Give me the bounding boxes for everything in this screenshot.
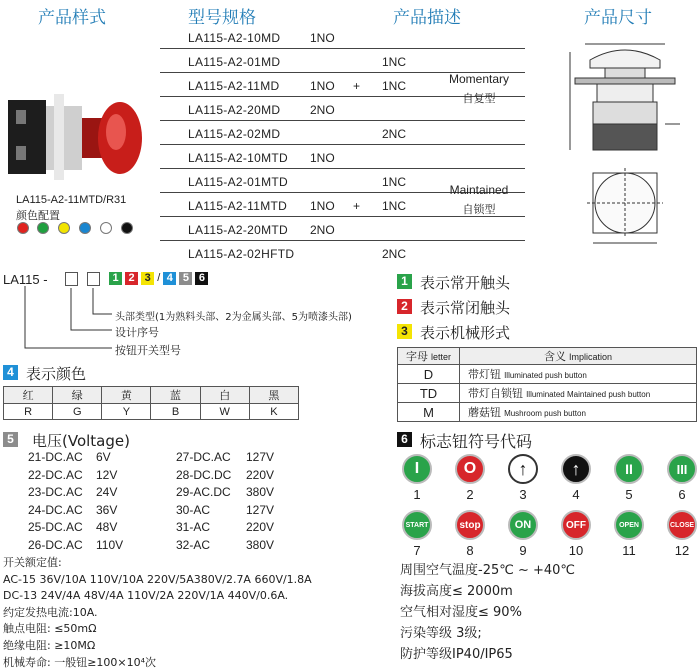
symbol-num: 6: [678, 487, 686, 502]
symbol-close-icon: CLOSE: [667, 510, 697, 540]
symbol-num: 3: [519, 487, 527, 502]
colors-title: 表示颜色: [26, 365, 87, 383]
design-no-desc: 设计序号: [115, 326, 159, 339]
table-row: TD 带灯自锁钮 Illuminated Maintained push button: [398, 384, 697, 403]
badge-2: 2: [125, 272, 138, 285]
header-model-spec: 型号规格: [188, 8, 256, 28]
color-code-table: 红 绿 黄 蓝 白 黑 R G Y B W K: [3, 386, 299, 420]
symbol-num: 11: [622, 543, 636, 558]
mech-header-letter: 字母 letter: [398, 348, 460, 365]
symbol-on-icon: I: [402, 454, 432, 484]
code-sep: /: [157, 272, 161, 284]
symbol-ii-icon: II: [614, 454, 644, 484]
symbol-num: 9: [519, 543, 527, 558]
code-leader-lines: [20, 284, 120, 354]
model-row: LA115-A2-20MD 2NO: [160, 97, 525, 121]
table-row: M 蘑菇钮 Mushroom push button: [398, 403, 697, 422]
legend-mech: 表示机械形式: [420, 324, 511, 342]
symbol-num: 2: [466, 487, 474, 502]
badge-3: 3: [141, 272, 154, 285]
legend-badge-1: 1: [397, 274, 412, 289]
symbols-title: 标志钮符号代码: [420, 432, 533, 451]
symbol-num: 5: [625, 487, 633, 502]
mechanism-table: [397, 347, 697, 422]
code-badges: [109, 272, 208, 285]
header-product-style: 产品样式: [38, 8, 106, 28]
badge-6: 6: [195, 272, 208, 285]
model-row: LA115-A2-01MD 1NC: [160, 49, 525, 73]
header-product-size: 产品尺寸: [584, 8, 652, 28]
color-config-label: 颜色配置: [16, 209, 60, 222]
dimension-drawing: [565, 38, 685, 248]
voltage-title: 电压(Voltage): [32, 432, 130, 450]
symbol-stop-icon: stop: [455, 510, 485, 540]
badge-1: 1: [109, 272, 122, 285]
symbol-open-icon: OPEN: [614, 510, 644, 540]
voltage-left-list: 21-DC.AC 6V 22-DC.AC 12V 23-DC.AC 24V 24-DC.AC 36V 25-DC.AC 48V 26-DC.AC 110V: [28, 450, 124, 552]
badge-4: 4: [163, 272, 176, 285]
arrow-up-white-icon: ↑: [508, 454, 538, 484]
symbol-num: 1: [413, 487, 421, 502]
model-row: LA115-A2-10MD 1NO: [160, 25, 525, 49]
legend-nc: 表示常闭触头: [420, 299, 511, 317]
header-bar: [0, 0, 700, 28]
symbol-num: 12: [674, 543, 690, 558]
model-row: LA115-A2-11MTD 1NO + 1NC: [160, 193, 525, 217]
color-dot-black: [121, 222, 133, 234]
color-dot-green: [37, 222, 49, 234]
model-row: LA115-A2-02HFTD 2NC: [188, 247, 407, 261]
spec-list: 开关额定值: AC-15 36V/10A 110V/10A 220V/5A380V/2.7A 660V/1.8A DC-13 24V/4A 48V/4A 110V/2A 220V/1A 440V/0.6A. 约定发热电流:10A. 触点电阻: ≤50mΩ 绝缘电阻: ≥10MΩ 机械寿命: 一般钮≥100×10⁴次: [3, 556, 312, 669]
head-type-desc: 头部类型(1为熟料头部、2为金属头部、5为喷漆头部): [115, 312, 352, 323]
colors-badge-4: 4: [3, 365, 18, 380]
series-desc: 按钮开关型号: [115, 344, 181, 357]
table-row: D 带灯钮 Illuminated push button: [398, 365, 697, 384]
color-dot-red: [17, 222, 29, 234]
symbol-num: 4: [572, 487, 580, 502]
color-dot-white: [100, 222, 112, 234]
symbol-num: 10: [568, 543, 584, 558]
symbol-off-text-icon: OFF: [561, 510, 591, 540]
color-dot-yellow: [58, 222, 70, 234]
legend-badge-2: 2: [397, 299, 412, 314]
arrow-up-black-icon: ↑: [561, 454, 591, 484]
header-product-desc: 产品描述: [393, 8, 461, 28]
voltage-right-list: 27-DC.AC 127V 28-DC.DC 220V 29-AC.DC 380V 30-AC 127V 31-AC 220V 32-AC 380V: [176, 450, 275, 552]
model-row: LA115-A2-01MTD 1NC: [160, 169, 525, 193]
symbol-start-icon: START: [402, 510, 432, 540]
code-prefix: LA115 -: [3, 272, 48, 287]
mech-header-meaning: 含义 Implication: [460, 348, 697, 365]
symbol-num: 8: [466, 543, 474, 558]
symbol-on-text-icon: ON: [508, 510, 538, 540]
voltage-badge-5: 5: [3, 432, 18, 447]
product-model-caption: LA115-A2-11MTD/R31: [16, 194, 127, 206]
environment-list: 周围空气温度-25℃ ~ +40℃ 海拔高度≤ 2000m 空气相对湿度≤ 90% 污染等级 3级; 防护等级IP40/IP65: [400, 563, 576, 662]
symbol-off-icon: O: [455, 454, 485, 484]
type-maintained: Maintained 自锁型: [449, 183, 509, 216]
type-momentary: Momentary 自复型: [448, 72, 510, 105]
model-row: LA115-A2-11MD 1NO + 1NC: [160, 73, 525, 97]
symbol-num: 7: [413, 543, 421, 558]
color-dot-blue: [79, 222, 91, 234]
model-row: LA115-A2-02MD 2NC: [160, 121, 525, 145]
product-photo: [2, 88, 154, 188]
symbol-iii-icon: III: [667, 454, 697, 484]
symbols-badge-6: 6: [397, 432, 412, 447]
legend-no: 表示常开触头: [420, 274, 511, 292]
legend-badge-3: 3: [397, 324, 412, 339]
model-row: LA115-A2-20MTD 2NO: [160, 217, 525, 241]
badge-5: 5: [179, 272, 192, 285]
model-row: LA115-A2-10MTD 1NO: [160, 145, 525, 169]
